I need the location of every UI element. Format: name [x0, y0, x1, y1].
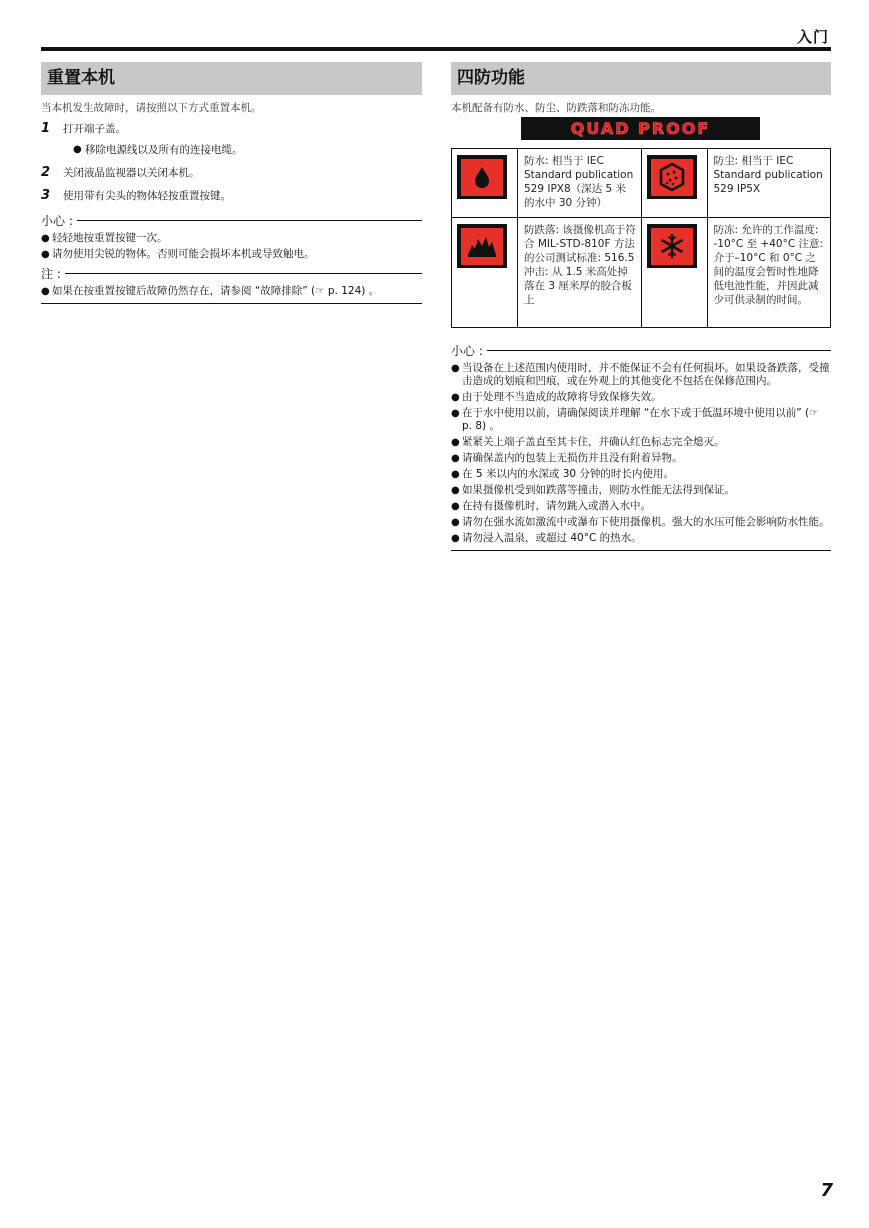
bullet-dot: ●: [451, 363, 460, 374]
heading-rule: [77, 220, 422, 221]
water-drop-icon: [469, 164, 495, 190]
caution-text: 在 5 米以内的水深或 30 分钟的时长内使用。: [462, 468, 674, 480]
reset-section: [41, 62, 422, 304]
caution-item: [451, 468, 831, 481]
caution-text: 请确保盖内的包装上无损伤并且没有附着异物。: [462, 452, 683, 464]
caution-item: [451, 500, 831, 513]
page-number: 7: [820, 1180, 833, 1201]
bullet-dot: ●: [451, 469, 460, 480]
step-sub-bullet: [73, 143, 422, 157]
feature-icon-cell: [452, 218, 518, 328]
step-3: [41, 189, 422, 203]
feature-icon-cell: [641, 218, 707, 328]
bullet-dot: ●: [451, 408, 460, 419]
heading-rule: [65, 273, 422, 274]
bullet-dot: ●: [41, 233, 50, 244]
feature-icon-cell: [641, 149, 707, 218]
note-item: [41, 285, 422, 298]
caution-heading: [41, 212, 422, 229]
caution-text: 如果摄像机受到如跌落等撞击，则防水性能无法得到保证。: [462, 484, 735, 496]
section-end-rule: [41, 303, 422, 304]
note-label: 注 :: [41, 267, 61, 281]
caution-item: [451, 532, 831, 545]
caution-item: [451, 452, 831, 465]
caution-item: [41, 232, 422, 245]
step-text: 打开端子盖。: [63, 123, 126, 135]
reset-intro: 当本机发生故障时，请按照以下方式重置本机。: [41, 102, 262, 114]
step-number: 3: [41, 188, 51, 203]
step-sub-text: 移除电源线以及所有的连接电缆。: [85, 144, 243, 156]
caution-item: [451, 391, 831, 404]
quad-proof-logo: [521, 117, 760, 140]
caution-item: [451, 407, 831, 433]
logo-text: QUAD PROOF: [570, 119, 711, 138]
bullet-dot: ●: [41, 249, 50, 260]
caution-text[interactable]: 在于水中使用以前，请确保阅读并理解 “在水下或于低温环境中使用以前” (☞ p. 8) 。: [462, 407, 819, 432]
caution-label: 小心 :: [41, 214, 73, 228]
feature-text: 防跌落: 该摄像机高于符合 MIL-STD-810F 方法的公司测试标准: 516.5 冲击: 从 1.5 米高处掉落在 3 厘米厚的胶合板上: [518, 218, 642, 328]
bullet-dot: ●: [451, 453, 460, 464]
bullet-dot: ●: [451, 517, 460, 528]
caution-text: 请勿浸入温泉，或超过 40°C 的热水。: [462, 532, 642, 544]
caution-list: [451, 362, 831, 545]
heading-rule: [487, 350, 831, 351]
note-heading: [41, 265, 422, 282]
feature-text: 防尘: 相当于 IEC Standard publication 529 IP5X: [707, 149, 831, 218]
step-number: 2: [41, 165, 51, 180]
shock-icon: [466, 233, 498, 259]
bullet-dot: ●: [451, 392, 460, 403]
quad-proof-title: 四防功能: [451, 62, 831, 95]
header-rule: [41, 47, 831, 51]
caution-text: 在持有摄像机时，请勿跳入或潜入水中。: [462, 500, 651, 512]
step-text: 关闭液晶监视器以关闭本机。: [63, 167, 200, 179]
bullet-dot: ●: [451, 501, 460, 512]
caution-text: 紧紧关上端子盖直至其卡住，并确认红色标志完全熄灭。: [462, 436, 725, 448]
step-1: [41, 122, 422, 157]
feature-text: 防水: 相当于 IEC Standard publication 529 IPX8（深达 5 米的水中 30 分钟）: [518, 149, 642, 218]
note-text[interactable]: 如果在按重置按键后故障仍然存在，请参阅 “故障排除” (☞ p. 124) 。: [52, 285, 380, 297]
caution-item: [41, 248, 422, 261]
caution-text: 请勿在强水流如激流中或瀑布下使用摄像机。强大的水压可能会影响防水性能。: [462, 516, 830, 528]
step-2: [41, 166, 422, 180]
caution-label: 小心 :: [451, 344, 483, 358]
quad-proof-section: [451, 62, 831, 551]
caution-text: 当设备在上述范围内使用时，并不能保证不会有任何损坏。如果设备跌落，受撞击造成的划痕和凹痕，或在外观上的其他变化不包括在保修范围内。: [462, 362, 830, 387]
bullet-dot: ●: [451, 485, 460, 496]
quad-proof-intro: 本机配备有防水、防尘、防跌落和防冻功能。: [451, 102, 661, 114]
feature-table: [451, 148, 831, 328]
bullet-dot: ●: [451, 533, 460, 544]
reset-title: 重置本机: [41, 62, 422, 95]
caution-text: 由于处理不当造成的故障将导致保修失效。: [462, 391, 662, 403]
caution-item: [451, 516, 831, 529]
dust-icon: [657, 162, 687, 192]
bullet-dot: ●: [73, 144, 82, 155]
caution-item: [451, 362, 831, 388]
feature-text: 防冻: 允许的工作温度: -10°C 至 +40°C 注意: 介于–10°C 和 0°C 之间的温度会暂时性地降低电池性能，并因此减少可供录制的时间。: [707, 218, 831, 328]
header-section-title: 入门: [796, 28, 829, 46]
feature-icon-cell: [452, 149, 518, 218]
section-end-rule: [451, 550, 831, 551]
step-text: 使用带有尖头的物体轻按重置按键。: [63, 190, 231, 202]
caution-item: [451, 436, 831, 449]
caution-text: 请勿使用尖锐的物体。否则可能会损坏本机或导致触电。: [52, 248, 315, 260]
bullet-dot: ●: [41, 286, 50, 297]
reset-steps: [41, 122, 422, 203]
caution-item: [451, 484, 831, 497]
bullet-dot: ●: [451, 437, 460, 448]
caution-text: 轻轻地按重置按键一次。: [52, 232, 168, 244]
step-number: 1: [41, 121, 51, 136]
snowflake-icon: [658, 232, 686, 260]
caution-heading: [451, 342, 831, 359]
